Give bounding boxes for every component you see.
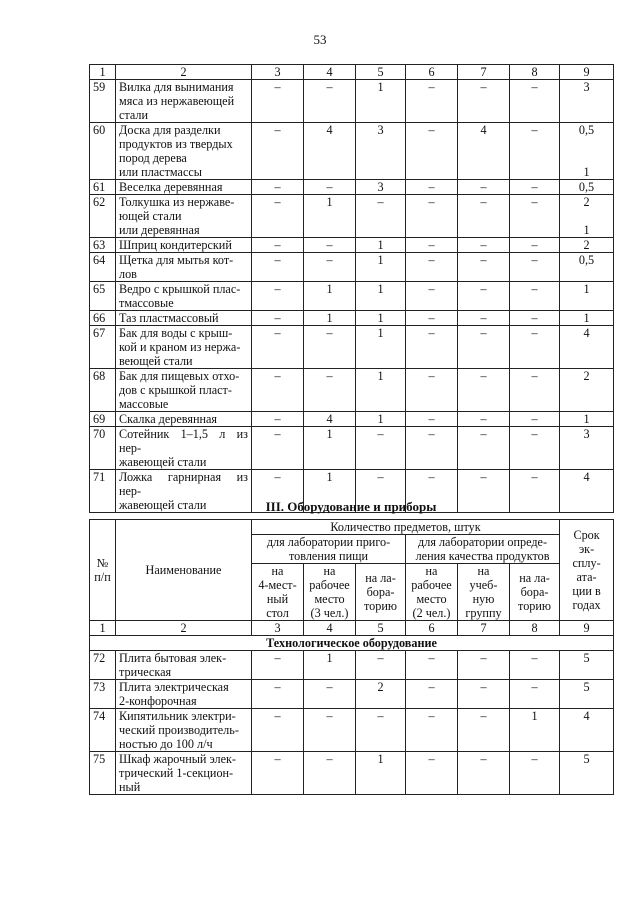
quantity-cell: –: [406, 680, 458, 709]
quantity-cell: –: [406, 709, 458, 752]
text-line: пород дерева: [119, 151, 187, 165]
header-c3: [252, 564, 304, 621]
term-cell: [560, 253, 614, 282]
quantity-cell: –: [510, 180, 560, 195]
text-line: 4: [583, 470, 590, 484]
text-line: 1: [583, 223, 590, 237]
column-number: 2: [116, 621, 252, 636]
column-number: 3: [252, 65, 304, 80]
text-line: 4-мест-: [258, 578, 297, 592]
table-row: [90, 253, 614, 282]
text-line: ческий производитель-: [119, 723, 239, 737]
term-cell: [560, 752, 614, 795]
quantity-cell: –: [252, 680, 304, 709]
item-name: [116, 195, 252, 238]
item-name: [116, 709, 252, 752]
table-row: [90, 180, 614, 195]
text-line: бора-: [366, 585, 395, 599]
text-line: Срок: [573, 528, 600, 542]
text-line: ления качества продуктов: [415, 549, 550, 563]
quantity-cell: –: [304, 253, 356, 282]
text-line: 3: [583, 80, 590, 94]
item-name: [116, 238, 252, 253]
column-number: 3: [252, 621, 304, 636]
text-line: ностью до 100 л/ч: [119, 737, 213, 751]
text-line: [562, 151, 611, 165]
quantity-cell: 4: [458, 123, 510, 180]
text-line: торию: [518, 599, 552, 613]
text-line: 2: [583, 195, 590, 209]
text-line: 0,5: [578, 180, 595, 194]
text-line: 2-конфорочная: [119, 694, 197, 708]
text-line: стали: [119, 108, 149, 122]
text-line: ата-: [576, 570, 597, 584]
header-c8: [510, 564, 560, 621]
quantity-cell: 4: [304, 123, 356, 180]
text-line: Ложка гарнирная из нер-: [119, 470, 248, 498]
quantity-cell: –: [458, 412, 510, 427]
column-number: 7: [458, 621, 510, 636]
quantity-cell: 1: [356, 311, 406, 326]
quantity-cell: –: [510, 680, 560, 709]
quantity-cell: –: [406, 470, 458, 513]
column-number: 5: [356, 621, 406, 636]
quantity-cell: –: [304, 752, 356, 795]
quantity-cell: 1: [356, 80, 406, 123]
text-line: 1: [583, 282, 590, 296]
quantity-cell: 1: [304, 195, 356, 238]
text-line: Щетка для мытья кот-: [119, 253, 234, 267]
text-line: на ла-: [519, 571, 550, 585]
quantity-cell: –: [252, 709, 304, 752]
text-line: Плита электрическая: [119, 680, 229, 694]
text-line: Кипятильник электри-: [119, 709, 236, 723]
term-cell: [560, 123, 614, 180]
column-number-row: [90, 65, 614, 80]
table-row: [90, 311, 614, 326]
text-line: 2: [583, 369, 590, 383]
row-number: 74: [90, 709, 116, 752]
term-cell: [560, 238, 614, 253]
text-line: 2: [583, 238, 590, 252]
table-row: [90, 680, 614, 709]
quantity-cell: –: [510, 651, 560, 680]
quantity-cell: –: [510, 238, 560, 253]
term-cell: [560, 369, 614, 412]
quantity-cell: 2: [356, 680, 406, 709]
term-cell: [560, 427, 614, 470]
text-line: Шкаф жарочный элек-: [119, 752, 236, 766]
text-line: бора-: [520, 585, 549, 599]
row-number: 64: [90, 253, 116, 282]
quantity-cell: –: [252, 412, 304, 427]
quantity-cell: –: [406, 752, 458, 795]
item-name: [116, 282, 252, 311]
quantity-cell: –: [510, 195, 560, 238]
quantity-cell: –: [510, 427, 560, 470]
text-line: 5: [583, 680, 590, 694]
quantity-cell: 1: [356, 752, 406, 795]
quantity-cell: –: [252, 123, 304, 180]
quantity-cell: –: [252, 80, 304, 123]
quantity-cell: –: [510, 752, 560, 795]
text-line: Доска для разделки: [119, 123, 221, 137]
text-line: лов: [119, 267, 137, 281]
item-name: [116, 680, 252, 709]
text-line: 1: [583, 412, 590, 426]
column-number: 6: [406, 621, 458, 636]
page-number: 53: [313, 32, 327, 47]
quantity-cell: –: [406, 369, 458, 412]
text-line: группу: [465, 606, 502, 620]
quantity-cell: 4: [304, 412, 356, 427]
item-name: [116, 326, 252, 369]
text-line: ющей стали: [119, 209, 182, 223]
item-name: [116, 651, 252, 680]
text-line: Бак для пищевых отхо-: [119, 369, 240, 383]
text-line: [562, 137, 611, 151]
text-line: 4: [583, 709, 590, 723]
item-name: [116, 311, 252, 326]
text-line: Шприц кондитерский: [119, 238, 232, 252]
text-line: 5: [583, 752, 590, 766]
text-line: учеб-: [469, 578, 498, 592]
quantity-cell: –: [406, 282, 458, 311]
text-line: продуктов из твердых: [119, 137, 233, 151]
column-number: 1: [90, 65, 116, 80]
text-line: 3: [583, 427, 590, 441]
header-num: [90, 520, 116, 621]
text-line: [562, 209, 611, 223]
quantity-cell: –: [356, 195, 406, 238]
text-line: трический 1-секцион-: [119, 766, 234, 780]
quantity-cell: –: [510, 80, 560, 123]
quantity-cell: –: [304, 680, 356, 709]
quantity-cell: 1: [356, 282, 406, 311]
table-row: [90, 427, 614, 470]
term-cell: [560, 180, 614, 195]
quantity-cell: –: [356, 651, 406, 680]
quantity-cell: 1: [510, 709, 560, 752]
quantity-cell: –: [458, 427, 510, 470]
quantity-cell: –: [458, 282, 510, 311]
text-line: Веселка деревянная: [119, 180, 223, 194]
text-line: жавеющей стали: [119, 455, 207, 469]
quantity-cell: –: [458, 680, 510, 709]
row-number: 70: [90, 427, 116, 470]
row-number: 73: [90, 680, 116, 709]
quantity-cell: –: [510, 369, 560, 412]
row-number: 65: [90, 282, 116, 311]
text-line: мяса из нержавеющей: [119, 94, 235, 108]
quantity-cell: –: [406, 651, 458, 680]
text-line: товления пищи: [289, 549, 368, 563]
quantity-cell: –: [458, 752, 510, 795]
quantity-cell: –: [304, 326, 356, 369]
column-number: 8: [510, 621, 560, 636]
table-row: [90, 752, 614, 795]
item-name: [116, 427, 252, 470]
quantity-cell: –: [458, 80, 510, 123]
item-name: [116, 369, 252, 412]
row-number: 69: [90, 412, 116, 427]
quantity-cell: –: [304, 80, 356, 123]
quantity-cell: –: [510, 253, 560, 282]
quantity-cell: –: [252, 427, 304, 470]
quantity-cell: –: [252, 282, 304, 311]
quantity-cell: –: [252, 326, 304, 369]
text-line: или пластмассы: [119, 165, 202, 179]
row-number: 75: [90, 752, 116, 795]
quantity-cell: –: [406, 412, 458, 427]
column-number-row: [90, 621, 614, 636]
column-number: 6: [406, 65, 458, 80]
header-lab-cooking: [252, 535, 406, 564]
header-lab-quality: [406, 535, 560, 564]
table-row: [90, 123, 614, 180]
text-line: или деревянная: [119, 223, 200, 237]
quantity-cell: –: [252, 752, 304, 795]
quantity-cell: –: [304, 709, 356, 752]
term-cell: [560, 680, 614, 709]
text-line: для лаборатории опреде-: [418, 535, 548, 549]
column-number: 9: [560, 621, 614, 636]
text-line: на ла-: [365, 571, 396, 585]
term-cell: [560, 282, 614, 311]
quantity-cell: –: [252, 311, 304, 326]
text-line: п/п: [94, 570, 111, 584]
table-row: [90, 412, 614, 427]
header-c6: [406, 564, 458, 621]
text-line: (3 чел.): [310, 606, 349, 620]
text-line: Плита бытовая элек-: [119, 651, 227, 665]
header-c5: [356, 564, 406, 621]
quantity-cell: –: [510, 412, 560, 427]
row-number: 61: [90, 180, 116, 195]
term-cell: [560, 412, 614, 427]
table-row: [90, 709, 614, 752]
table-row: [90, 369, 614, 412]
column-number: 2: [116, 65, 252, 80]
quantity-cell: –: [304, 238, 356, 253]
item-name: [116, 80, 252, 123]
subsection-title: Технологическое оборудование: [90, 636, 614, 651]
quantity-cell: –: [510, 326, 560, 369]
text-line: на: [425, 564, 438, 578]
text-line: №: [96, 556, 109, 570]
quantity-cell: –: [458, 470, 510, 513]
table-row: [90, 282, 614, 311]
text-line: массовые: [119, 397, 169, 411]
row-number: 62: [90, 195, 116, 238]
quantity-cell: –: [406, 311, 458, 326]
text-line: для лаборатории приго-: [266, 535, 391, 549]
quantity-cell: –: [406, 123, 458, 180]
quantity-cell: 1: [356, 253, 406, 282]
quantity-cell: 3: [356, 180, 406, 195]
text-line: место: [314, 592, 345, 606]
quantity-cell: –: [458, 369, 510, 412]
quantity-cell: –: [252, 369, 304, 412]
quantity-cell: –: [458, 195, 510, 238]
text-line: 1: [583, 165, 590, 179]
quantity-cell: –: [510, 470, 560, 513]
text-line: Вилка для вынимания: [119, 80, 234, 94]
row-number: 59: [90, 80, 116, 123]
term-cell: [560, 195, 614, 238]
term-cell: [560, 651, 614, 680]
column-number: 7: [458, 65, 510, 80]
text-line: на: [323, 564, 336, 578]
item-name: [116, 253, 252, 282]
quantity-cell: 1: [304, 427, 356, 470]
quantity-cell: –: [252, 180, 304, 195]
quantity-cell: 1: [356, 326, 406, 369]
text-line: эк-: [578, 542, 595, 556]
text-line: кой и краном из нержа-: [119, 340, 241, 354]
text-line: Сотейник 1–1,5 л из нер-: [119, 427, 248, 455]
text-line: ную: [472, 592, 495, 606]
quantity-cell: –: [304, 369, 356, 412]
text-line: на: [477, 564, 490, 578]
text-line: (2 чел.): [412, 606, 451, 620]
quantity-cell: –: [252, 238, 304, 253]
text-line: Толкушка из нержаве-: [119, 195, 235, 209]
text-line: сплу-: [572, 556, 601, 570]
text-line: трическая: [119, 665, 172, 679]
quantity-cell: –: [510, 311, 560, 326]
header-name: Наименование: [116, 520, 252, 621]
quantity-cell: –: [406, 238, 458, 253]
text-line: ции в: [572, 584, 601, 598]
quantity-cell: 1: [356, 369, 406, 412]
quantity-cell: 1: [304, 470, 356, 513]
text-line: дов с крышкой пласт-: [119, 383, 232, 397]
section-title: III. Оборудование и приборы: [265, 499, 437, 514]
row-number: 66: [90, 311, 116, 326]
quantity-cell: –: [458, 238, 510, 253]
text-line: ный: [119, 780, 141, 794]
quantity-cell: –: [406, 326, 458, 369]
quantity-cell: 1: [304, 282, 356, 311]
text-line: Таз пластмассовый: [119, 311, 219, 325]
term-cell: [560, 311, 614, 326]
text-line: стол: [266, 606, 289, 620]
text-line: рабочее: [411, 578, 452, 592]
quantity-cell: –: [458, 326, 510, 369]
text-line: на: [271, 564, 284, 578]
table-row: [90, 326, 614, 369]
quantity-cell: –: [252, 253, 304, 282]
column-number: 4: [304, 65, 356, 80]
quantity-cell: –: [356, 427, 406, 470]
header-quantity: Количество предметов, штук: [252, 520, 560, 535]
quantity-cell: –: [510, 282, 560, 311]
term-cell: [560, 326, 614, 369]
quantity-cell: 1: [356, 412, 406, 427]
text-line: годах: [572, 598, 601, 612]
header-c4: [304, 564, 356, 621]
quantity-cell: 1: [304, 311, 356, 326]
quantity-cell: –: [406, 427, 458, 470]
item-name: [116, 180, 252, 195]
equipment-table: [89, 519, 614, 795]
term-cell: [560, 709, 614, 752]
row-number: 67: [90, 326, 116, 369]
text-line: рабочее: [309, 578, 350, 592]
quantity-cell: –: [252, 195, 304, 238]
text-line: место: [416, 592, 447, 606]
quantity-cell: –: [458, 651, 510, 680]
quantity-cell: –: [304, 180, 356, 195]
term-cell: [560, 80, 614, 123]
table-row: [90, 238, 614, 253]
quantity-cell: –: [356, 470, 406, 513]
text-line: жавеющей стали: [119, 498, 207, 512]
quantity-cell: 3: [356, 123, 406, 180]
row-number: 68: [90, 369, 116, 412]
text-line: 0,5: [578, 123, 595, 137]
row-number: 60: [90, 123, 116, 180]
quantity-cell: –: [458, 311, 510, 326]
column-number: 1: [90, 621, 116, 636]
table-row: [90, 651, 614, 680]
row-number: 72: [90, 651, 116, 680]
header-c7: [458, 564, 510, 621]
quantity-cell: –: [356, 709, 406, 752]
column-number: 8: [510, 65, 560, 80]
quantity-cell: –: [458, 709, 510, 752]
quantity-cell: 1: [356, 238, 406, 253]
quantity-cell: –: [458, 253, 510, 282]
text-line: тмассовые: [119, 296, 174, 310]
table-row: [90, 195, 614, 238]
quantity-cell: –: [406, 80, 458, 123]
column-number: 5: [356, 65, 406, 80]
quantity-cell: –: [252, 470, 304, 513]
text-line: торию: [364, 599, 397, 613]
text-line: ный: [266, 592, 289, 606]
quantity-cell: –: [458, 180, 510, 195]
row-number: 71: [90, 470, 116, 513]
text-line: 0,5: [578, 253, 595, 267]
text-line: 1: [583, 311, 590, 325]
table-row: [90, 80, 614, 123]
item-name: [116, 123, 252, 180]
quantity-cell: –: [406, 195, 458, 238]
text-line: веющей стали: [119, 354, 193, 368]
item-name: [116, 412, 252, 427]
text-line: Скалка деревянная: [119, 412, 218, 426]
quantity-cell: –: [406, 253, 458, 282]
text-line: 4: [583, 326, 590, 340]
text-line: 5: [583, 651, 590, 665]
row-number: 63: [90, 238, 116, 253]
text-line: Бак для воды с крыш-: [119, 326, 233, 340]
header-term: [560, 520, 614, 621]
quantity-cell: –: [252, 651, 304, 680]
item-name: [116, 752, 252, 795]
column-number: 4: [304, 621, 356, 636]
text-line: Ведро с крышкой плас-: [119, 282, 241, 296]
equipment-table-continued: [89, 64, 614, 513]
quantity-cell: –: [510, 123, 560, 180]
quantity-cell: –: [406, 180, 458, 195]
quantity-cell: 1: [304, 651, 356, 680]
column-number: 9: [560, 65, 614, 80]
